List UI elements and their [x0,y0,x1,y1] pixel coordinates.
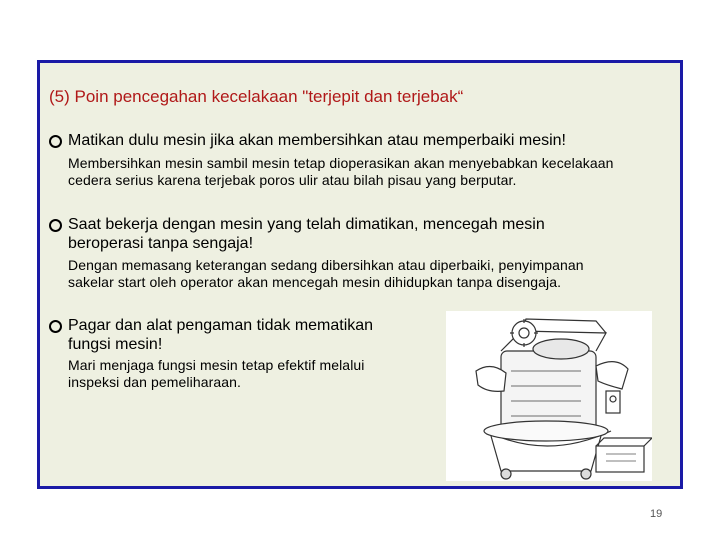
circle-bullet-icon [49,219,62,232]
slide-title: (5) Poin pencegahan kecelakaan "terjepit dan terjebak“ [49,87,464,106]
page-number: 19 [650,508,663,520]
content-panel [37,60,683,489]
point-3-heading [68,316,373,354]
machine-sketch-icon [446,311,652,481]
point-1-desc-line: Membersihkan mesin sambil mesin tetap dioperasikan akan menyebabkan kecelakaan [68,155,614,171]
machine-maintenance-illustration [446,311,652,481]
circle-bullet-icon [49,320,62,333]
point-2-desc-line: Dengan memasang keterangan sedang dibersihkan atau diperbaiki, penyimpanan [68,257,584,273]
point-3-heading-line: fungsi mesin! [68,336,163,353]
point-1-desc-line: cedera serius karena terjebak poros ulir atau bilah pisau yang berputar. [68,172,517,188]
circle-bullet-icon [49,135,62,148]
point-1-heading-row [49,131,566,150]
point-2-heading [68,215,545,253]
point-2-heading-line: beroperasi tanpa sengaja! [68,235,254,252]
point-2-desc-line: sakelar start oleh operator akan mencegah mesin dihidupkan tanpa disengaja. [68,274,562,290]
point-3-desc-line: inspeksi dan pemeliharaan. [68,374,242,390]
point-3-heading-row [49,316,373,354]
point-2-description [68,257,584,291]
point-2-heading-line: Saat bekerja dengan mesin yang telah dimatikan, mencegah mesin [68,216,545,233]
point-2-heading-row [49,215,545,253]
point-1-description [68,155,614,189]
point-3-description [68,357,365,391]
point-1-heading: Matikan dulu mesin jika akan membersihkan atau memperbaiki mesin! [68,132,566,149]
point-3-desc-line: Mari menjaga fungsi mesin tetap efektif melalui [68,357,365,373]
point-3-heading-line: Pagar dan alat pengaman tidak mematikan [68,317,374,334]
